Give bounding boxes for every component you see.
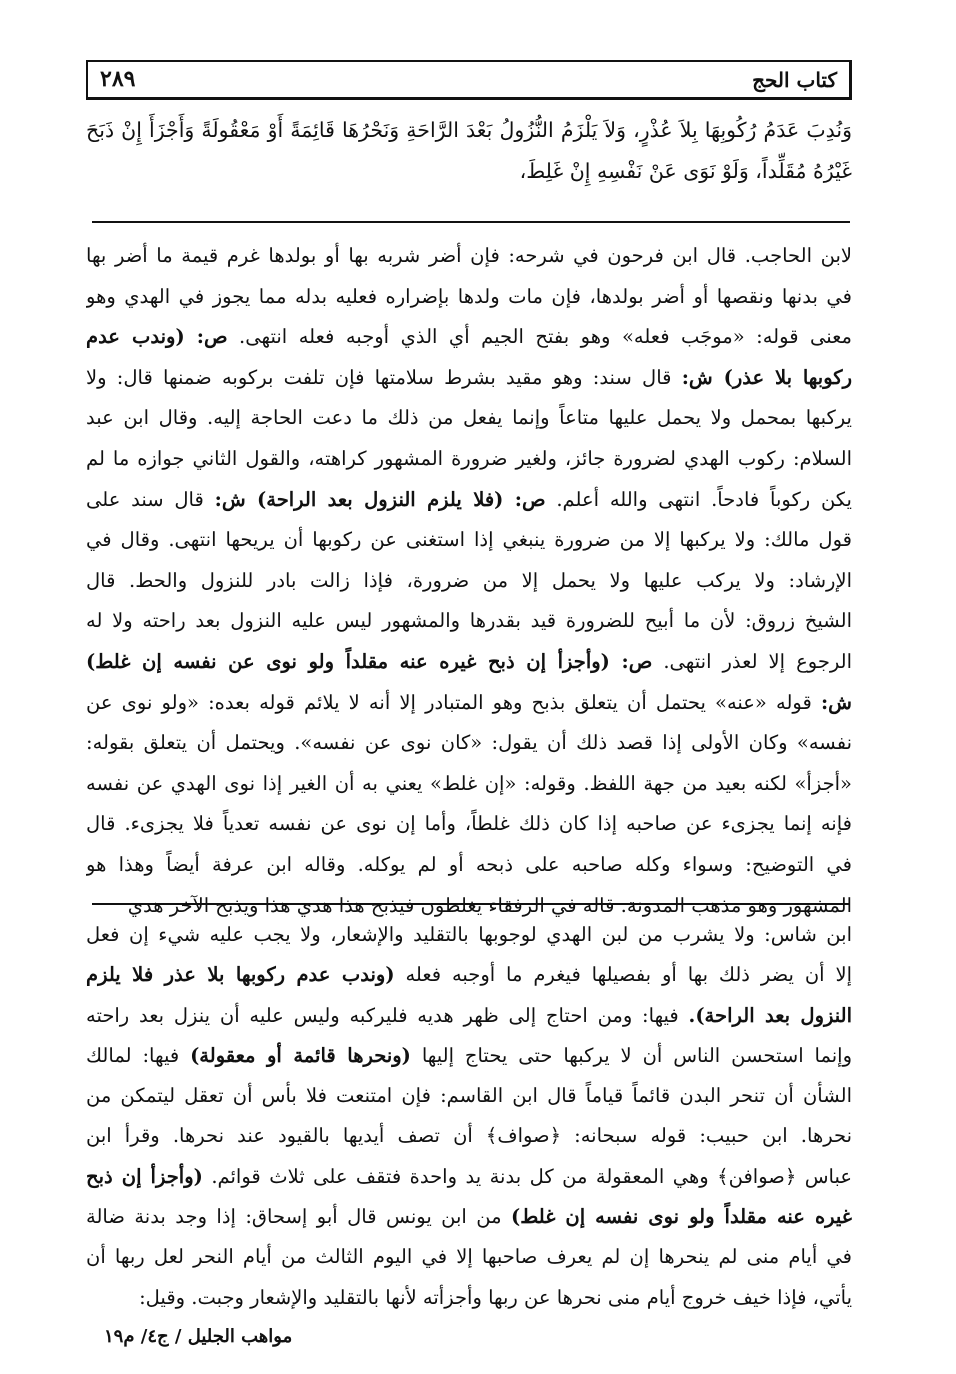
text-segment: من ابن يونس قال أبو إسحاق: إذا وجد بدنة ضالة	[86, 1205, 511, 1229]
text-segment: معنى قوله: «موجَب فعله» وهو بفتح الجيم أي الذي أوجبه فعله انتهى.	[227, 325, 852, 349]
commentary-line	[86, 439, 852, 480]
page-header	[86, 60, 852, 100]
commentary-line	[86, 358, 852, 399]
bold-quote: ركوبها بلا عذر) ش:	[681, 365, 852, 389]
text-segment: ابن شاس: ولا يشرب من لبن الهدي لوجوبها بالتقليد والإشعار، ولا يجب عليه شيء إن فعل	[86, 923, 852, 946]
bold-quote: ص: (فلا يلزم النزول بعد الراحة) ش:	[214, 487, 546, 511]
text-segment: يكن ركوباً فادحاً. انتهى والله أعلم.	[545, 487, 852, 511]
text-segment: في التوضيح: وسواء وكله صاحبه على ذبحه أو لم يوكله. وقاله ابن عرفة أيضاً وهذا هو	[86, 852, 852, 876]
text-segment: لابن الحاجب. قال ابن فرحون في شرحه: فإن أضر شربه بها أو بولدها غرم قيمة ما أضر بها	[86, 244, 852, 267]
secondary-commentary-text	[86, 915, 852, 1318]
secondary-commentary-line	[86, 1157, 852, 1197]
secondary-commentary-line	[86, 1197, 852, 1237]
commentary-line	[86, 723, 852, 764]
commentary-line	[86, 804, 852, 845]
commentary-line	[86, 317, 852, 358]
bold-quote: (ونحرها قائمة أو معقولة)	[190, 1043, 411, 1067]
bold-quote: النزول بعد الراحة).	[688, 1003, 852, 1027]
text-segment: الإرشاد: ولا يركب عليها ولا يحمل إلا من ضرورة، فإذا زالت بادر للنزول والحط. قال	[86, 568, 852, 592]
commentary-line	[86, 764, 852, 805]
text-segment: الشيخ زروق: لأن ما أبيح للضرورة قيد بقدرها والمشهور ليس عليه النزول بعد راحته ولا له	[86, 609, 852, 633]
text-segment: قوله «عنه» يحتمل أن يتعلق بذبح وهو المتبادر إلا أنه لا يلائم قوله بعده: «ولو نوى عن	[86, 690, 821, 714]
bold-quote: ش:	[820, 690, 852, 714]
main-text-line: غَيْرُهُ مُقَلِّداً، وَلَوْ نَوَى عَنْ نَفْسِهِ إِنْ غَلِطَ،	[519, 159, 852, 183]
bold-quote: (وندب عدم ركوبها بلا عذر فلا يلزم	[86, 963, 395, 987]
text-segment: في بدنها ونقصها أو أضر بولدها، فإن مات ولدها بإضراره فعليه بدله مما يجوز في الهدي وهو	[86, 284, 852, 308]
text-segment: فيها: لمالك	[86, 1043, 191, 1067]
text-segment: الرجوع إلا لعذر انتهى.	[652, 649, 852, 673]
commentary-line	[86, 845, 852, 886]
commentary-text	[86, 236, 852, 926]
main-text-line: وَنُدِبَ عَدَمُ رُكُوبِهَا بِلاَ عُذْرٍ، وَلاَ يَلْزَمُ النُّزُولُ بَعْدَ الرَّاحَةِ وَنَحْرُهَا قَائِمَةً أَوْ مَعْقُولَةً وَأَجْزَأَ إِنْ ذَبَحَ	[86, 118, 852, 142]
bold-quote: (وأجزأ إن ذبح	[86, 1164, 203, 1188]
text-segment: قال سند على	[86, 487, 215, 511]
commentary-line	[86, 642, 852, 683]
running-title: كتاب الحج	[752, 68, 837, 92]
secondary-commentary-line	[86, 1116, 852, 1156]
text-segment: وإنما استحسن الناس أن لا يركبها حتى يحتاج إليها	[410, 1043, 852, 1067]
commentary-line	[86, 561, 852, 602]
main-text	[86, 110, 852, 192]
commentary-line	[86, 683, 852, 724]
secondary-commentary-line	[86, 1036, 852, 1076]
text-segment: قال سند: وهو مقيد بشرط سلامتها فإن تلفت بركوبه ضمنها قال: ولا	[86, 365, 682, 389]
text-segment: «أجزأ» لكنه بعيد من جهة اللفظ. وقوله: «إن غلط» يعني به أن الغير إذا نوى الهدي عن نفسه	[86, 771, 852, 795]
text-segment: إلا أن يضر ذلك بها أو بفصيلها فيغرم ما أوجبه فعله	[394, 963, 852, 987]
text-segment: نفسه» وكان الأولى إذا قصد ذلك أن يقول: «كان نوى عن نفسه». ويحتمل أن يتعلق بقوله:	[86, 731, 852, 755]
text-segment: عباس ﴿صوافن﴾ وهي المعقولة من كل بدنة يد واحدة فتقف على ثلاث قوائم.	[202, 1164, 852, 1188]
text-segment: فيها: ومن احتاج إلى ظهر هديه فليركبه وليس عليه أن ينزل بعد راحته	[86, 1003, 689, 1027]
bold-quote: غيره عنه مقلداً ولو نوى نفسه إن غلط)	[511, 1205, 852, 1229]
signature-footer: مواهب الجليل / ج٤/ م١٩	[104, 1326, 293, 1347]
text-segment: في أيام منى لم ينحرها إن لم يعرف صاحبها إلا في اليوم الثالث من أيام النحر لعل ربها أن	[86, 1245, 852, 1269]
secondary-commentary-line	[86, 1076, 852, 1116]
commentary-line	[86, 520, 852, 561]
text-segment: المشهور وهو مذهب المدونة. قاله في الرفقاء يغلطون فيذبح هذا هدي هذا ويذبح الآخر هدي	[127, 893, 852, 917]
secondary-commentary-line	[86, 1278, 852, 1318]
secondary-commentary-line	[86, 1237, 852, 1277]
separator-rule	[92, 221, 850, 223]
commentary-line	[86, 480, 852, 521]
secondary-commentary-line	[86, 996, 852, 1036]
separator-rule	[92, 903, 850, 905]
bold-quote: ص: (وأجزأ إن ذبح غيره عنه مقلداً ولو نوى عن نفسه إن غلط)	[86, 649, 653, 673]
secondary-commentary-line	[86, 955, 852, 995]
secondary-commentary-line	[86, 915, 852, 955]
commentary-line	[86, 277, 852, 318]
text-segment: قول مالك: ولا يركبها إلا من ضرورة ينبغي إذا استغنى عن ركوبها أن يريحها انتهى. وقال في	[86, 528, 852, 552]
bold-quote: ص: (وندب عدم	[86, 325, 228, 349]
text-segment: نحرها. ابن حبيب: قوله سبحانه: ﴿صواف﴾ أن تصف أيديها بالقيود عند نحرها. وقرأ ابن	[86, 1124, 852, 1148]
page-number: ٢٨٩	[100, 66, 136, 92]
text-segment: السلام: ركوب الهدي لضرورة جائز، ولغير ضرورة المشهور كراهته، والقول الثاني جوازه ما لم	[86, 446, 852, 470]
text-segment: الشأن أن تنحر البدن قائماً قياماً قال ابن القاسم: فإن امتنعت فلا بأس أن تعقل ليتمكن من	[86, 1084, 852, 1108]
commentary-line	[86, 236, 852, 277]
commentary-line	[86, 398, 852, 439]
text-segment: يأتي، فإذا خيف خروج أيام منى نحرها عن ربها وأجزأته لأنها بالتقليد والإشعار وجبت. وقيل:	[139, 1285, 852, 1309]
text-segment: يركبها بمحمل ولا يحمل عليها متاعاً وإنما يفعل من ذلك ما دعت الحاجة إليه. وقال ابن عبد	[86, 406, 852, 430]
commentary-line	[86, 601, 852, 642]
text-segment: فإنه إنما يجزىء عن صاحبه إذا كان ذلك غلطاً، وأما إن نوى عن نفسه تعدياً فلا يجزىء. قال	[86, 812, 852, 836]
